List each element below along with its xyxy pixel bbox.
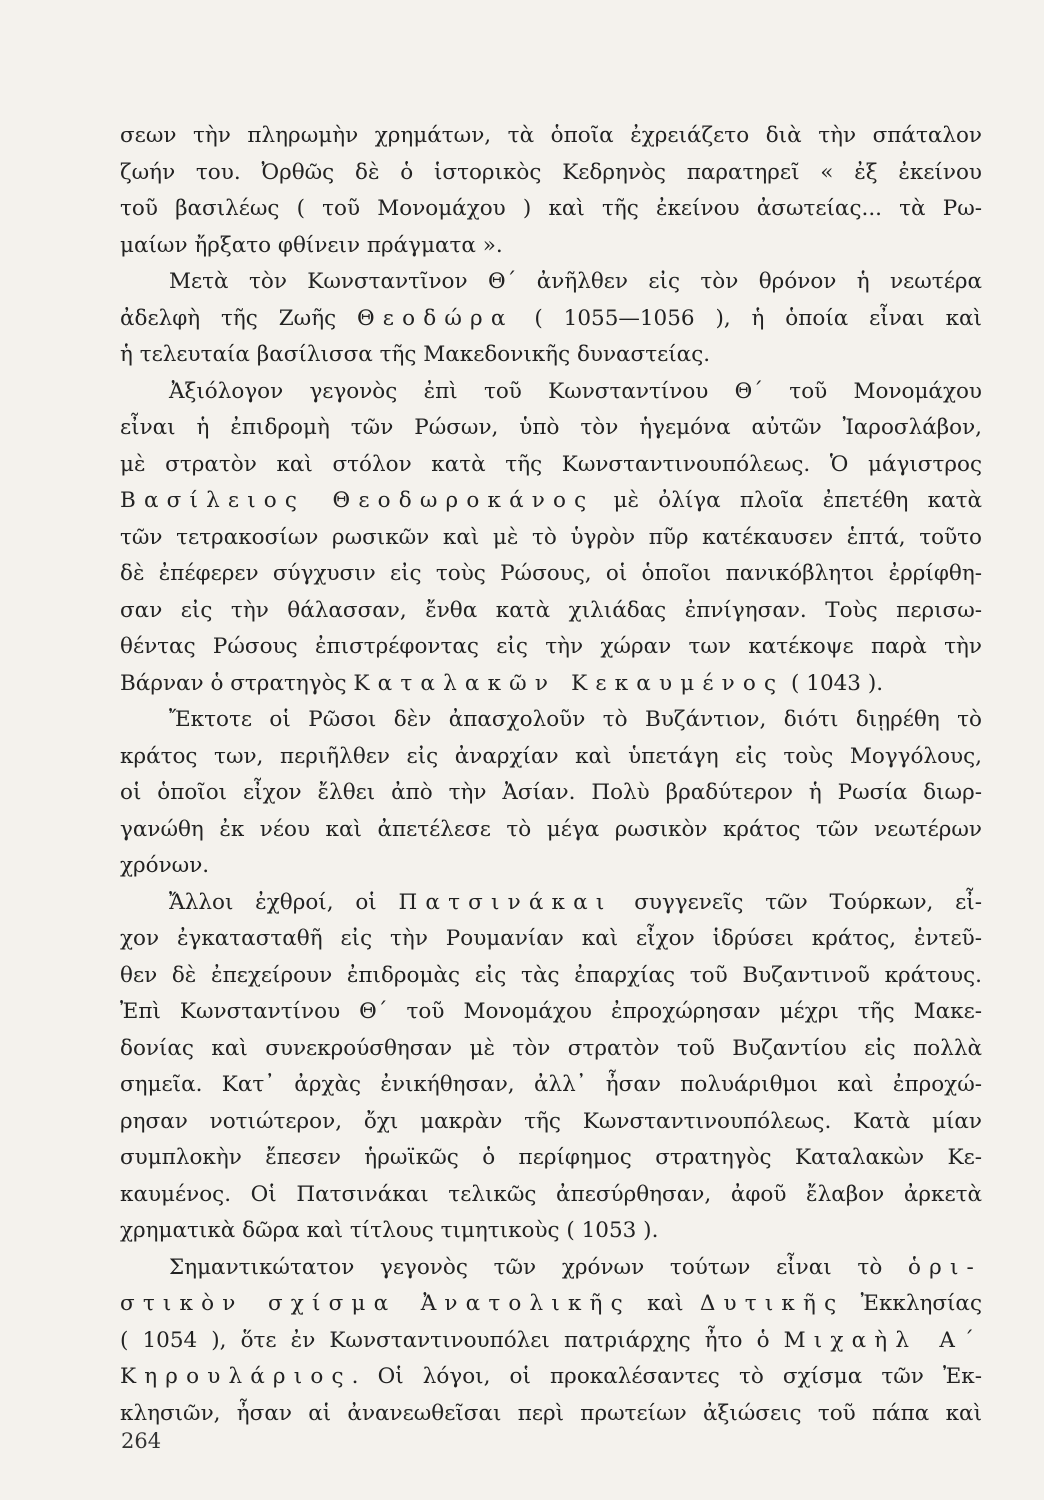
- text-span: χρόνων.: [120, 853, 210, 878]
- text-span: γανώθη ἐκ νέου καὶ ἀπετέλεσε τὸ μέγα ρωσικὸν κράτος τῶν νεωτέρων: [120, 816, 982, 842]
- text-line: [120, 1359, 982, 1396]
- text-span: μαίων ἤρξατο φθίνειν πράγματα ».: [120, 232, 503, 258]
- text-span: καὶ: [630, 1291, 700, 1316]
- spaced-name: ὁρι-: [908, 1254, 982, 1280]
- text-span: Βάρναν ὁ στρατηγὸς: [120, 670, 354, 696]
- text-span: κλησιῶν, ἦσαν αἱ ἀνανεωθεῖσαι περὶ πρωτείων ἀξιώσεις τοῦ πάπα καὶ: [120, 1400, 982, 1426]
- text-span: σαν εἰς τὴν θάλασσαν, ἔνθα κατὰ χιλιάδας ἐπνίγησαν. Τοὺς περισω-: [120, 597, 982, 623]
- text-line: [120, 374, 982, 411]
- text-line: [120, 1031, 982, 1068]
- text-span: Ἔκτοτε οἱ Ρῶσοι δὲν ἀπασχολοῦν τὸ Βυζάντιον, διότι διῃρέθη τὸ: [169, 707, 982, 732]
- page-number: 264: [121, 1429, 162, 1453]
- text-line: [120, 155, 982, 192]
- text-span: χρηματικὰ δῶρα καὶ τίτλους τιμητικοὺς ( 1053 ).: [120, 1218, 659, 1243]
- text-span: Ἀξιόλογον γεγονὸς ἐπὶ τοῦ Κωνσταντίνου Θ΄ τοῦ Μονομάχου: [169, 378, 982, 404]
- text-line: [120, 775, 982, 812]
- text-span: οἱ ὁποῖοι εἶχον ἔλθει ἀπὸ τὴν Ἀσίαν. Πολὺ βραδύτερον ἡ Ρωσία διωρ-: [120, 780, 982, 805]
- text-span: μὲ στρατὸν καὶ στόλον κατὰ τῆς Κωνσταντινουπόλεως. Ὁ μάγιστρος: [120, 451, 982, 477]
- text-line: [120, 702, 982, 739]
- text-line: [120, 1286, 982, 1323]
- text-line: [120, 447, 982, 484]
- text-span: θέντας Ρώσους ἐπιστρέφοντας εἰς τὴν χώραν των κατέκοψε παρὰ τὴν: [120, 634, 982, 659]
- text-line: [120, 921, 982, 958]
- text-line: [120, 1213, 982, 1250]
- text-span: δονίας καὶ συνεκρούσθησαν μὲ τὸν στρατὸν τοῦ Βυζαντίου εἰς πολλὰ: [120, 1035, 982, 1061]
- text-line: [120, 264, 982, 301]
- body-text: [120, 118, 982, 1432]
- text-line: [120, 1250, 982, 1287]
- text-line: [120, 1140, 982, 1177]
- text-line: [120, 958, 982, 995]
- text-line: [120, 1104, 982, 1141]
- text-span: ( 1055—1056 ), ἡ ὁποία εἶναι καὶ: [513, 305, 982, 331]
- text-line: [120, 1396, 982, 1433]
- text-span: . Οἱ λόγοι, οἱ προκαλέσαντες τὸ σχίσμα τῶν Ἐκ-: [351, 1364, 982, 1389]
- text-span: συγγενεῖς τῶν Τούρκων, εἶ-: [612, 889, 982, 915]
- text-span: ( 1043 ).: [784, 670, 884, 696]
- text-line: [120, 337, 982, 374]
- text-span: ζωήν του. Ὀρθῶς δὲ ὁ ἱστορικὸς Κεδρηνὸς παρατηρεῖ « ἐξ ἐκείνου: [120, 159, 982, 185]
- spaced-name: στικὸν σχίσμα Ἀνατολικῆς: [120, 1291, 631, 1316]
- text-span: τοῦ βασιλέως ( τοῦ Μονομάχου ) καὶ τῆς ἐκείνου ἀσωτείας... τὰ Ρω-: [120, 196, 982, 221]
- text-span: ρησαν νοτιώτερον, ὄχι μακρὰν τῆς Κωνσταντινουπόλεως. Κατὰ μίαν: [120, 1108, 982, 1134]
- text-span: ἡ τελευταία βασίλισσα τῆς Μακεδονικῆς δυναστείας.: [120, 342, 711, 367]
- text-span: τῶν τετρακοσίων ρωσικῶν καὶ μὲ τὸ ὑγρὸν πῦρ κατέκαυσεν ἑπτά, τοῦτο: [120, 524, 982, 550]
- spaced-name: Μιχαὴλ Α΄: [783, 1327, 982, 1353]
- text-line: [120, 520, 982, 557]
- text-line: [120, 556, 982, 593]
- text-line: [120, 1323, 982, 1360]
- spaced-name: Βασίλειος Θεοδωροκάνος: [120, 488, 595, 513]
- text-span: Μετὰ τὸν Κωνσταντῖνον Θ΄ ἀνῆλθεν εἰς τὸν θρόνον ἡ νεωτέρα: [169, 269, 982, 294]
- text-span: σημεῖα. Κατ᾽ ἀρχὰς ἐνικήθησαν, ἀλλ᾽ ἦσαν πολυάριθμοι καὶ ἐπροχώ-: [120, 1072, 982, 1097]
- text-span: κράτος των, περιῆλθεν εἰς ἀναρχίαν καὶ ὑπετάγη εἰς τοὺς Μογγόλους,: [120, 743, 982, 769]
- text-span: μὲ ὀλίγα πλοῖα ἐπετέθη κατὰ: [594, 488, 982, 513]
- text-line: [120, 1177, 982, 1214]
- text-span: ἀδελφὴ τῆς Ζωῆς: [120, 305, 357, 331]
- spaced-name: Θεοδώρα: [356, 305, 514, 331]
- text-line: [120, 629, 982, 666]
- text-span: Ἐκκλησίας: [844, 1291, 982, 1316]
- text-span: δὲ ἐπέφερεν σύγχυσιν εἰς τοὺς Ρώσους, οἱ ὁποῖοι πανικόβλητοι ἐρρίφθη-: [120, 561, 982, 586]
- text-span: ( 1054 ), ὅτε ἐν Κωνσταντινουπόλει πατριάρχης ἦτο ὁ: [120, 1327, 784, 1353]
- text-span: Ἐπὶ Κωνσταντίνου Θ΄ τοῦ Μονομάχου ἐπροχώρησαν μέχρι τῆς Μακε-: [120, 999, 982, 1024]
- text-span: Σημαντικώτατον γεγονὸς τῶν χρόνων τούτων εἶναι τὸ: [169, 1254, 909, 1280]
- text-line: [120, 593, 982, 630]
- text-line: [120, 812, 982, 849]
- text-line: [120, 118, 982, 155]
- text-line: [120, 301, 982, 338]
- text-line: [120, 885, 982, 922]
- spaced-name: Καταλακῶν Κεκαυμένος: [353, 670, 785, 696]
- text-line: [120, 848, 982, 885]
- spaced-name: Κηρουλάριος: [120, 1364, 352, 1389]
- text-line: [120, 228, 982, 265]
- text-span: καυμένος. Οἱ Πατσινάκαι τελικῶς ἀπεσύρθησαν, ἀφοῦ ἔλαβον ἀρκετὰ: [120, 1181, 982, 1207]
- text-line: [120, 191, 982, 228]
- text-line: [120, 666, 982, 703]
- text-line: [120, 410, 982, 447]
- text-span: εἶναι ἡ ἐπιδρομὴ τῶν Ρώσων, ὑπὸ τὸν ἡγεμόνα αὐτῶν Ἰαροσλάβον,: [120, 415, 982, 440]
- text-line: [120, 739, 982, 776]
- text-span: Ἄλλοι ἐχθροί, οἱ: [169, 889, 399, 915]
- text-line: [120, 1067, 982, 1104]
- text-line: [120, 483, 982, 520]
- text-span: συμπλοκὴν ἔπεσεν ἡρωϊκῶς ὁ περίφημος στρατηγὸς Καταλακὼν Κε-: [120, 1145, 982, 1170]
- spaced-name: Δυτικῆς: [699, 1291, 845, 1316]
- text-span: χον ἐγκατασταθῆ εἰς τὴν Ρουμανίαν καὶ εἶχον ἱδρύσει κράτος, ἐντεῦ-: [120, 926, 982, 951]
- text-span: σεων τὴν πληρωμὴν χρημάτων, τὰ ὁποῖα ἐχρειάζετο διὰ τὴν σπάταλον: [120, 123, 982, 148]
- text-span: θεν δὲ ἐπεχείρουν ἐπιδρομὰς εἰς τὰς ἐπαρχίας τοῦ Βυζαντινοῦ κράτους.: [120, 962, 982, 988]
- text-line: [120, 994, 982, 1031]
- spaced-name: Πατσινάκαι: [398, 889, 613, 915]
